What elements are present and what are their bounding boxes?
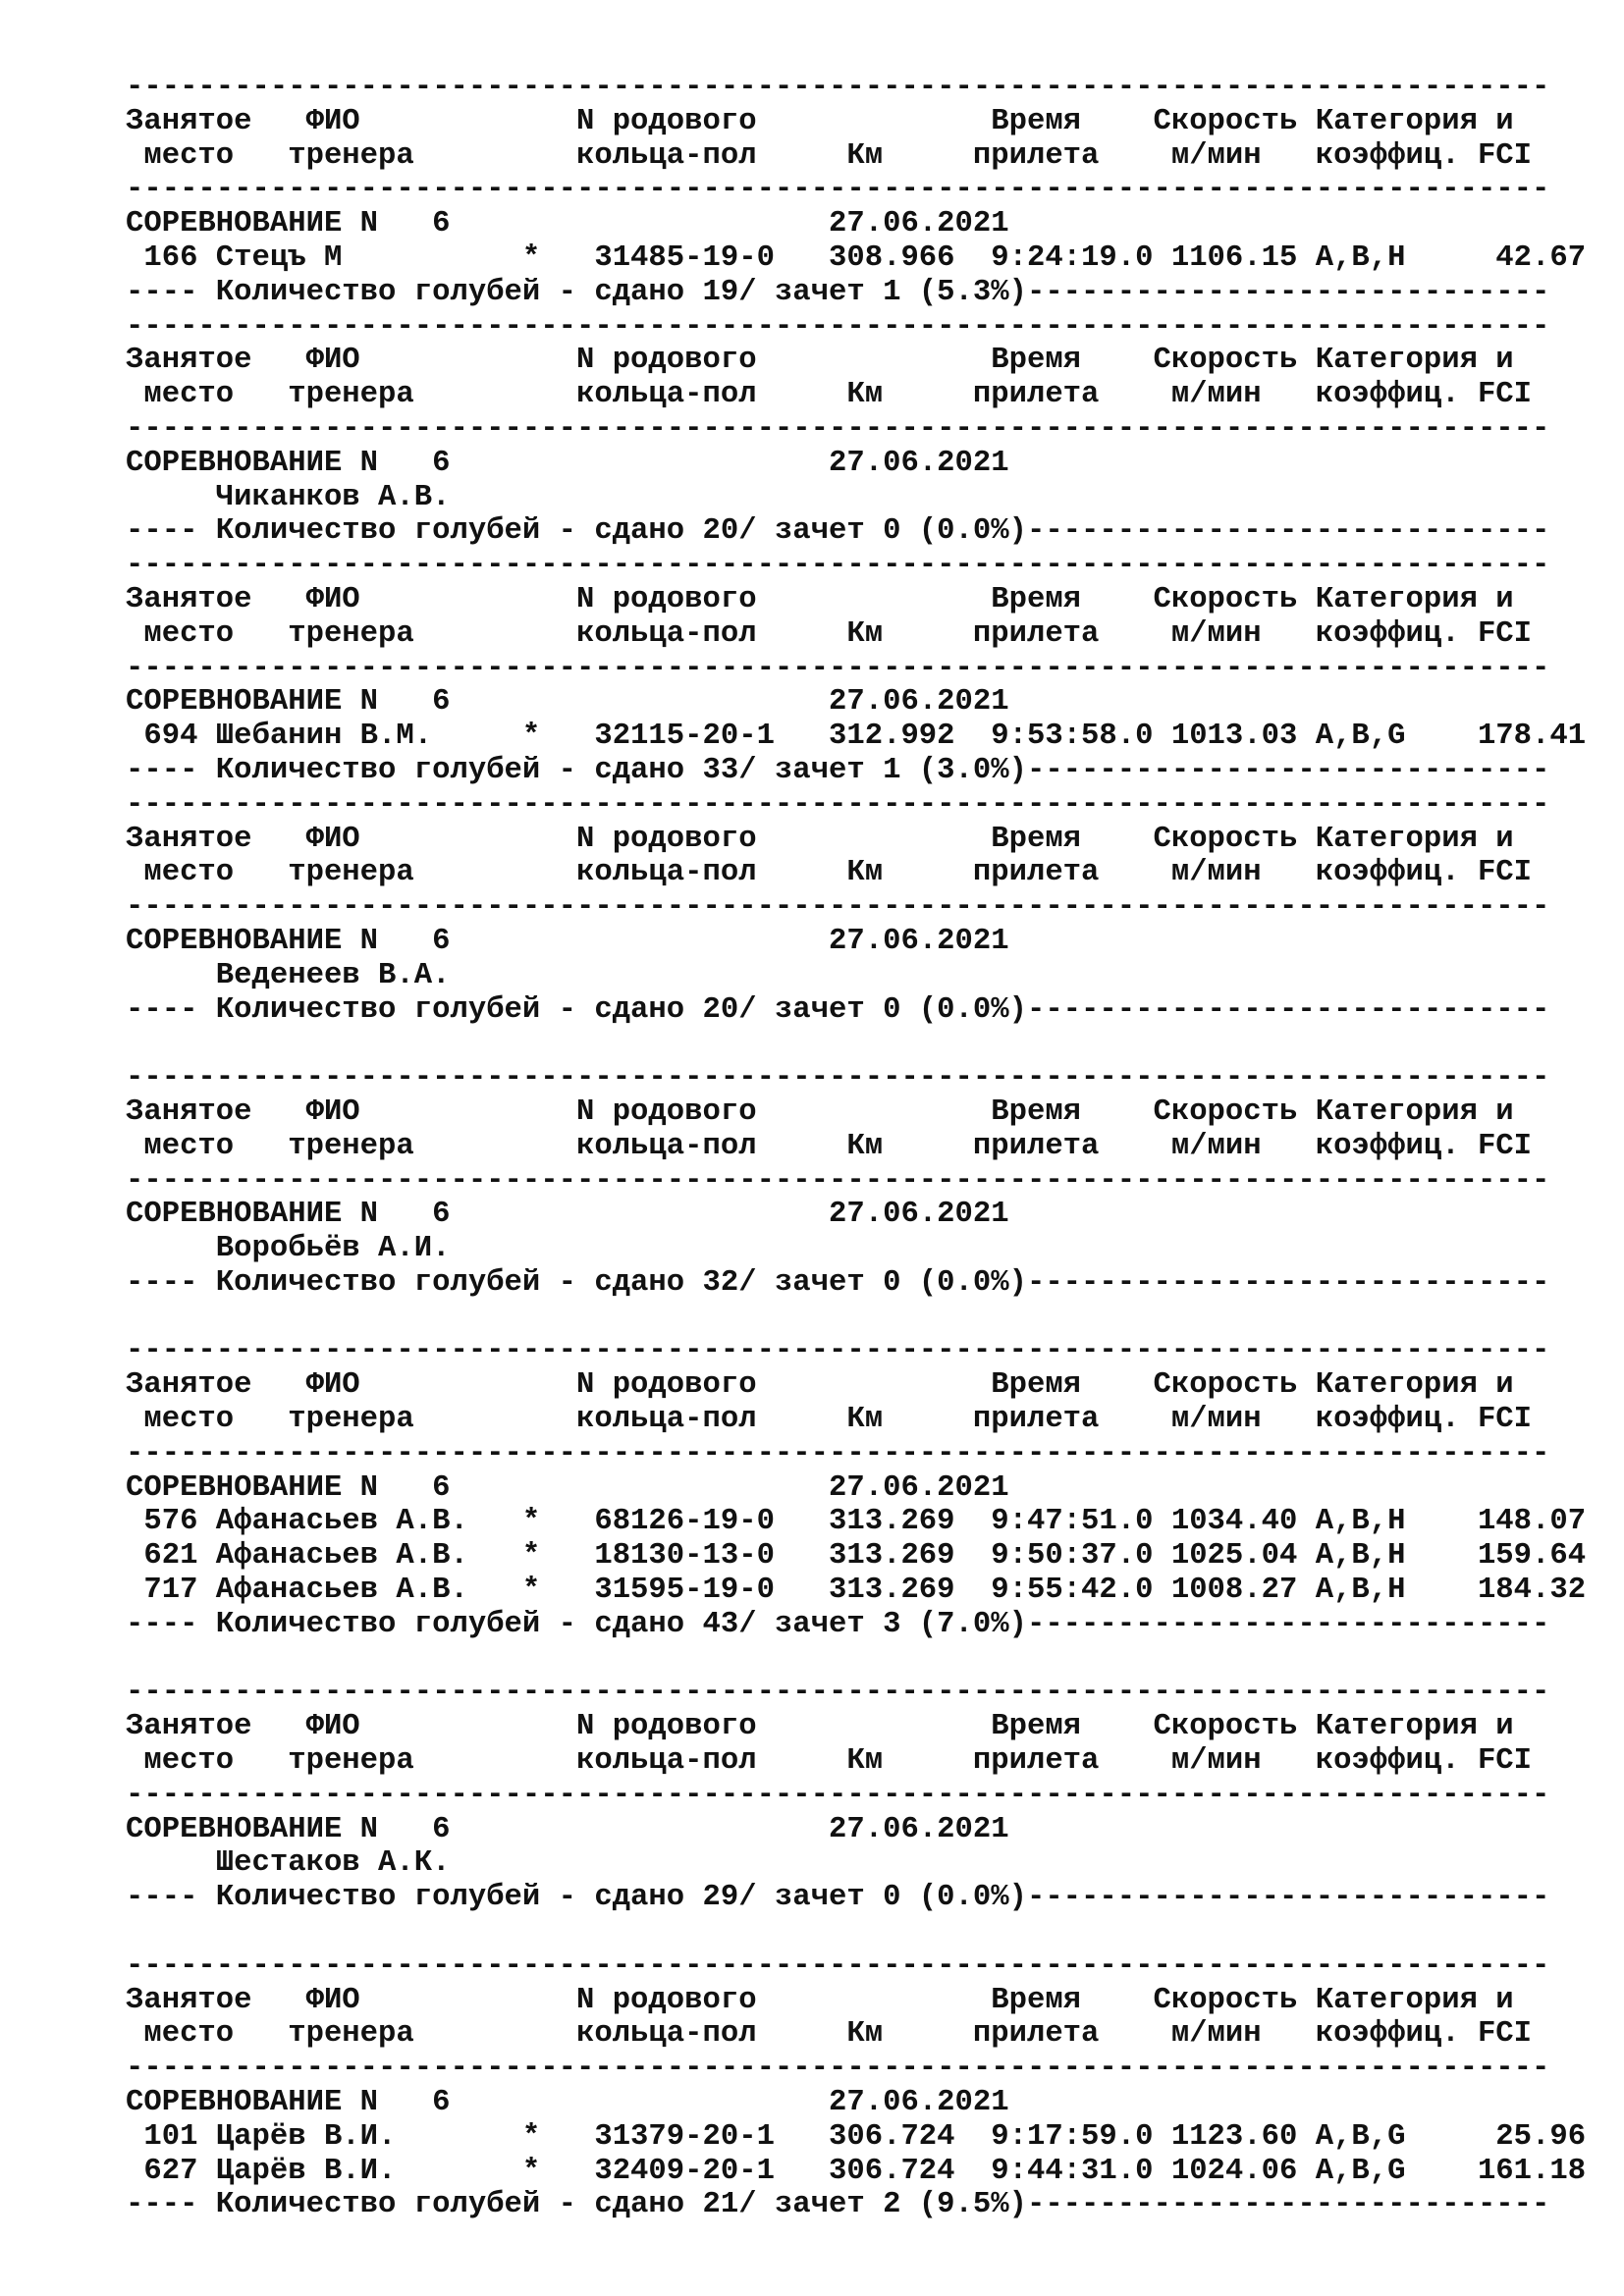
column-header-line-2: место тренера кольца-пол Км прилета м/мин коэффиц. FCI — [126, 616, 1533, 651]
column-header-line-1: Занятое ФИО N родового Время Скорость Категория и — [126, 104, 1514, 138]
summary-line: ---- Количество голубей - сдано 32/ зачет 0 (0.0%)----------------------------- — [126, 1265, 1550, 1300]
separator-line: ------------------------------------------------------------------------------- — [126, 1436, 1550, 1470]
separator-line: ------------------------------------------------------------------------------- — [126, 787, 1550, 822]
spacer — [126, 1027, 1586, 1061]
result-row: 694 Шебанин В.М. * 32115-20-1 312.992 9:53:58.0 1013.03 A,B,G 178.41 — [126, 720, 1587, 754]
competition-title: СОРЕВНОВАНИЕ N 6 27.06.2021 — [126, 207, 1009, 241]
column-header-line-1: Занятое ФИО N родового Время Скорость Категория и — [126, 1368, 1514, 1403]
separator-line: ------------------------------------------------------------------------------- — [126, 309, 1550, 344]
column-header-line-2: место тренера кольца-пол Км прилета м/мин коэффиц. FCI — [126, 1403, 1533, 1437]
separator-line: ------------------------------------------------------------------------------- — [126, 71, 1550, 104]
spacer — [126, 1915, 1586, 1949]
result-row: Чиканков А.В. — [126, 480, 451, 514]
result-row: Веденеев В.А. — [126, 958, 451, 992]
result-row: Шестаков А.К. — [126, 1846, 451, 1881]
result-row: 576 Афанасьев А.В. * 68126-19-0 313.269 9:47:51.0 1034.40 A,B,H 148.07 — [126, 1505, 1587, 1539]
column-header-line-1: Занятое ФИО N родового Время Скорость Категория и — [126, 344, 1514, 378]
competition-title: СОРЕВНОВАНИЕ N 6 27.06.2021 — [126, 685, 1009, 720]
summary-line: ---- Количество голубей - сдано 19/ зачет 1 (5.3%)----------------------------- — [126, 275, 1550, 309]
column-header-line-2: место тренера кольца-пол Км прилета м/мин коэффиц. FCI — [126, 1744, 1533, 1779]
separator-line: ------------------------------------------------------------------------------- — [126, 2052, 1550, 2086]
result-row: 166 Стецъ М * 31485-19-0 308.966 9:24:19.0 1106.15 A,B,H 42.67 — [126, 240, 1587, 275]
result-row: 101 Царёв В.И. * 31379-20-1 306.724 9:17:59.0 1123.60 A,B,G 25.96 — [126, 2119, 1587, 2154]
column-header-line-1: Занятое ФИО N родового Время Скорость Категория и — [126, 822, 1514, 856]
competition-title: СОРЕВНОВАНИЕ N 6 27.06.2021 — [126, 924, 1009, 958]
result-row: Воробьёв А.И. — [126, 1232, 451, 1266]
column-header-line-2: место тренера кольца-пол Км прилета м/мин коэффиц. FCI — [126, 2017, 1533, 2052]
summary-line: ---- Количество голубей - сдано 43/ зачет 3 (7.0%)----------------------------- — [126, 1607, 1550, 1641]
separator-line: ------------------------------------------------------------------------------- — [126, 1061, 1550, 1095]
separator-line: ------------------------------------------------------------------------------- — [126, 890, 1550, 925]
column-header-line-1: Занятое ФИО N родового Время Скорость Категория и — [126, 1983, 1514, 2017]
result-row: 621 Афанасьев А.В. * 18130-13-0 313.269 9:50:37.0 1025.04 A,B,H 159.64 — [126, 1539, 1587, 1574]
column-header-line-2: место тренера кольца-пол Км прилета м/мин коэффиц. FCI — [126, 378, 1533, 412]
competition-title: СОРЕВНОВАНИЕ N 6 27.06.2021 — [126, 1812, 1009, 1846]
column-header-line-1: Занятое ФИО N родового Время Скорость Категория и — [126, 1095, 1514, 1129]
competition-title: СОРЕВНОВАНИЕ N 6 27.06.2021 — [126, 1470, 1009, 1505]
column-header-line-1: Занятое ФИО N родового Время Скорость Категория и — [126, 582, 1514, 616]
separator-line: ------------------------------------------------------------------------------- — [126, 1676, 1550, 1710]
spacer — [126, 1642, 1586, 1677]
separator-line: ------------------------------------------------------------------------------- — [126, 1163, 1550, 1198]
column-header-line-2: место тренера кольца-пол Км прилета м/мин коэффиц. FCI — [126, 1129, 1533, 1163]
column-header-line-2: место тренера кольца-пол Км прилета м/мин коэффиц. FCI — [126, 856, 1533, 890]
column-header-line-1: Занятое ФИО N родового Время Скорость Категория и — [126, 1710, 1514, 1744]
competition-title: СОРЕВНОВАНИЕ N 6 27.06.2021 — [126, 446, 1009, 480]
separator-line: ------------------------------------------------------------------------------- — [126, 173, 1550, 207]
results-printout — [126, 71, 1586, 2222]
summary-line: ---- Количество голубей - сдано 33/ зачет 1 (3.0%)----------------------------- — [126, 753, 1550, 787]
separator-line: ------------------------------------------------------------------------------- — [126, 1778, 1550, 1812]
competition-title: СОРЕВНОВАНИЕ N 6 27.06.2021 — [126, 2086, 1009, 2120]
spacer — [126, 1301, 1586, 1335]
competition-title: СОРЕВНОВАНИЕ N 6 27.06.2021 — [126, 1198, 1009, 1232]
separator-line: ------------------------------------------------------------------------------- — [126, 1334, 1550, 1368]
summary-line: ---- Количество голубей - сдано 29/ зачет 0 (0.0%)----------------------------- — [126, 1881, 1550, 1915]
separator-line: ------------------------------------------------------------------------------- — [126, 1949, 1550, 1983]
separator-line: ------------------------------------------------------------------------------- — [126, 411, 1550, 446]
result-row: 717 Афанасьев А.В. * 31595-19-0 313.269 9:55:42.0 1008.27 A,B,H 184.32 — [126, 1574, 1587, 1608]
summary-line: ---- Количество голубей - сдано 20/ зачет 0 (0.0%)----------------------------- — [126, 992, 1550, 1027]
result-row: 627 Царёв В.И. * 32409-20-1 306.724 9:44:31.0 1024.06 A,B,G 161.18 — [126, 2154, 1587, 2188]
summary-line: ---- Количество голубей - сдано 20/ зачет 0 (0.0%)----------------------------- — [126, 514, 1550, 549]
column-header-line-2: место тренера кольца-пол Км прилета м/мин коэффиц. FCI — [126, 138, 1533, 173]
separator-line: ------------------------------------------------------------------------------- — [126, 651, 1550, 685]
summary-line: ---- Количество голубей - сдано 21/ зачет 2 (9.5%)----------------------------- — [126, 2188, 1550, 2222]
separator-line: ------------------------------------------------------------------------------- — [126, 549, 1550, 583]
